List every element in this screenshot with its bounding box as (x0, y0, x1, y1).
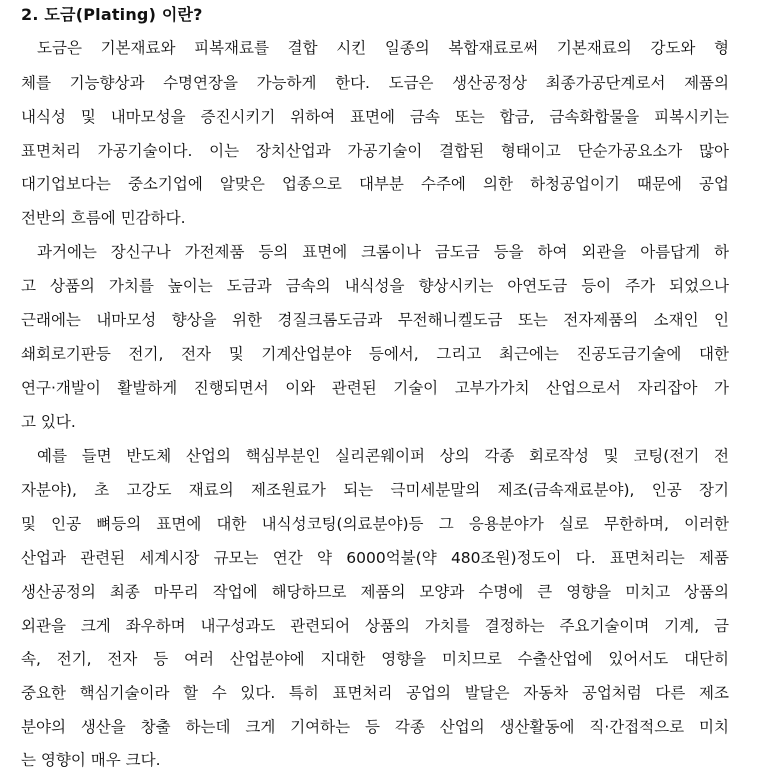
paragraph-2-line-4: 쇄회로기판등 전기, 전자 및 기계산업분야 등에서, 그리고 최근에는 진공도금기술에 대한 (21, 345, 729, 363)
paragraph-3-line-9: 분야의 생산을 창출 하는데 크게 기여하는 등 각종 산업의 생산활동에 직·간접적으로 미치 (21, 718, 729, 736)
paragraph-3-line-5: 생산공정의 최종 마무리 작업에 해당하므로 제품의 모양과 수명에 큰 영향을 미치고 상품의 (21, 583, 729, 601)
paragraph-3-line-10: 는 영향이 매우 크다. (21, 751, 161, 769)
paragraph-1-line-6: 전반의 흐름에 민감하다. (21, 209, 186, 227)
paragraph-3-line-6: 외관을 크게 좌우하며 내구성과도 관련되어 상품의 가치를 결정하는 주요기술이며 기계, 금 (21, 617, 729, 635)
section-heading: 2. 도금(Plating) 이란? (21, 5, 203, 24)
paragraph-3-line-2: 자분야), 초 고강도 재료의 제조원료가 되는 극미세분말의 제조(금속재료분야), 인공 장기 (21, 481, 729, 499)
paragraph-3-line-8: 중요한 핵심기술이라 할 수 있다. 특히 표면처리 공업의 발달은 자동차 공업처럼 다른 제조 (21, 684, 729, 702)
paragraph-3-line-1: 예를 들면 반도체 산업의 핵심부분인 실리콘웨이퍼 상의 각종 회로작성 및 코팅(전기 전 (37, 447, 729, 465)
paragraph-1-line-1: 도금은 기본재료와 피복재료를 결합 시킨 일종의 복합재료로써 기본재료의 강도와 형 (37, 39, 729, 57)
paragraph-2-line-6: 고 있다. (21, 413, 76, 431)
paragraph-1-line-5: 대기업보다는 중소기업에 알맞은 업종으로 대부분 수주에 의한 하청공업이기 때문에 공업 (21, 175, 729, 193)
paragraph-1-line-4: 표면처리 가공기술이다. 이는 장치산업과 가공기술이 결합된 형태이고 단순가공요소가 많아 (21, 142, 729, 160)
paragraph-3-line-4: 산업과 관련된 세계시장 규모는 연간 약 6000억불(약 480조원)정도이 다. 표면처리는 제품 (21, 549, 729, 567)
paragraph-3-line-3: 및 인공 뼈등의 표면에 대한 내식성코팅(의료분야)등 그 응용분야가 실로 무한하며, 이러한 (21, 515, 729, 533)
paragraph-2-line-3: 근래에는 내마모성 향상을 위한 경질크롬도금과 무전해니켈도금 또는 전자제품의 소재인 인 (21, 311, 729, 329)
paragraph-2-line-2: 고 상품의 가치를 높이는 도금과 금속의 내식성을 향상시키는 아연도금 등이 주가 되었으나 (21, 277, 729, 295)
paragraph-1-line-3: 내식성 및 내마모성을 증진시키기 위하여 표면에 금속 또는 합금, 금속화합물을 피복시키는 (21, 108, 729, 126)
paragraph-1-line-2: 체를 기능향상과 수명연장을 가능하게 한다. 도금은 생산공정상 최종가공단계로서 제품의 (21, 74, 729, 92)
paragraph-3-line-7: 속, 전기, 전자 등 여러 산업분야에 지대한 영향을 미치므로 수출산업에 있어서도 대단히 (21, 650, 729, 668)
paragraph-2-line-5: 연구·개발이 활발하게 진행되면서 이와 관련된 기술이 고부가가치 산업으로서 자리잡아 가 (21, 379, 729, 397)
paragraph-2-line-1: 과거에는 장신구나 가전제품 등의 표면에 크롬이나 금도금 등을 하여 외관을 아름답게 하 (37, 243, 729, 261)
